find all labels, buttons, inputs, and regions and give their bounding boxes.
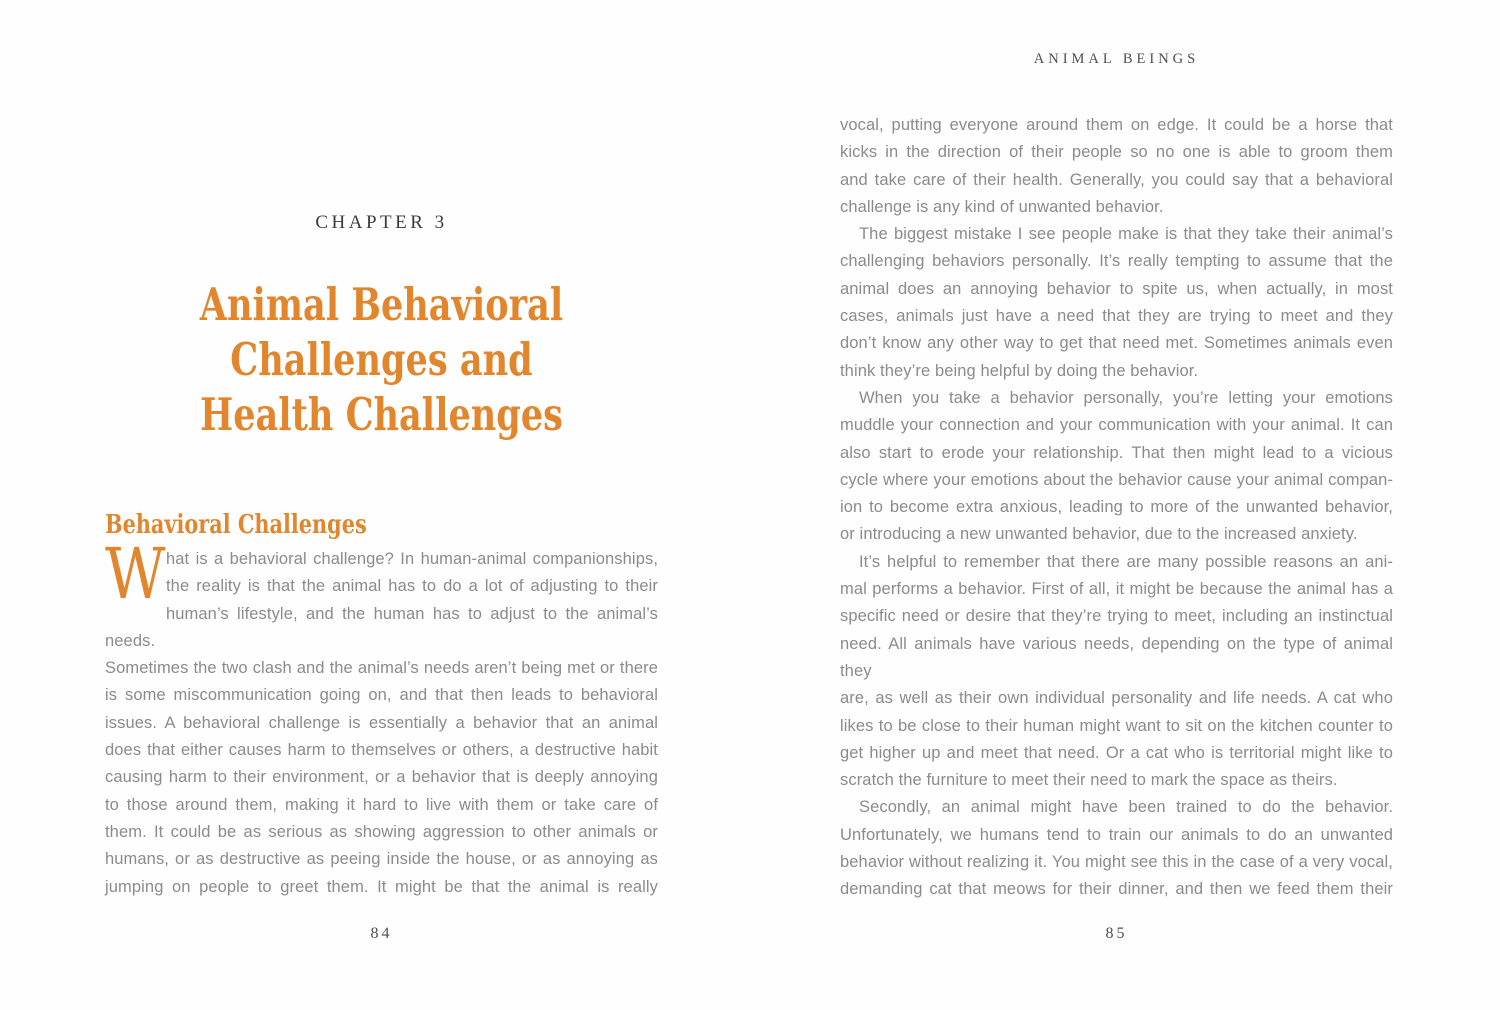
text-line: jumping on people to greet them. It might be that the animal is really [105, 877, 658, 896]
text-line: behavior without realizing it. You might see this in the case of a very vocal, [840, 853, 1393, 872]
text-line: Unfortunately, we humans tend to train our animals to do an unwanted [840, 825, 1393, 844]
text-line: likes to be close to their human might want to sit on the kitchen counter to [840, 716, 1393, 735]
text-line: are, as well as their own individual personality and life needs. A cat who [840, 689, 1393, 708]
right-body-text [840, 112, 1393, 904]
text-line: or introducing a new unwanted behavior, due to the increased anxiety. [840, 525, 1358, 544]
paragraph [840, 112, 1393, 221]
text-line: human’s lifestyle, and the human has to adjust to the animal’s needs. [105, 604, 658, 650]
left-body-text [105, 533, 658, 901]
text-line: think they’re being helpful by doing the behavior. [840, 361, 1199, 380]
right-page-number: 85 [1105, 925, 1128, 942]
drop-cap: W [105, 533, 166, 615]
chapter-title-line: Challenges and [230, 333, 533, 386]
section-heading: Behavioral Challenges [105, 510, 367, 540]
text-line: kicks in the direction of their people so no one is able to groom them [840, 143, 1393, 162]
text-line: demanding cat that meows for their dinner, and then we feed them their [840, 880, 1393, 899]
text-line: cases, animals just have a need that they are trying to meet and they [840, 307, 1393, 326]
text-line: humans, or as destructive as peeing inside the house, or as annoying as [105, 850, 658, 869]
text-line: does that either causes harm to themselves or others, a destructive habit [105, 741, 658, 760]
text-line: cycle where your emotions about the behavior cause your animal compan- [840, 470, 1393, 489]
text-line: specific need or desire that they’re trying to meet, including an instinctual [840, 607, 1393, 626]
text-line: muddle your connection and your communication with your animal. It can [840, 416, 1393, 435]
chapter-label: CHAPTER 3 [315, 212, 448, 233]
paragraph [840, 221, 1393, 385]
paragraph [840, 549, 1393, 795]
text-line: and take care of their health. Generally, you could say that a behavioral [840, 170, 1393, 189]
text-line: mal performs a behavior. First of all, it might be because the animal has a [840, 580, 1393, 599]
left-page-number: 84 [370, 925, 393, 942]
chapter-title-line: Animal Behavioral [199, 278, 564, 331]
text-line: ion to become extra anxious, leading to more of the unwanted behavior, [840, 498, 1393, 517]
text-line: to those around them, making it hard to live with them or take care of [105, 795, 658, 814]
text-line: don’t know any other way to get that need met. Sometimes animals even [840, 334, 1393, 353]
text-line: hat is a behavioral challenge? In human-animal companionships, [166, 550, 658, 568]
text-line: need. All animals have various needs, depending on the type of animal they [840, 634, 1393, 680]
chapter-title-line: Health Challenges [200, 388, 563, 441]
running-header: ANIMAL BEINGS [1033, 51, 1200, 67]
text-line: is some miscommunication going on, and that then leads to behavioral [105, 686, 658, 705]
right-page [750, 0, 1500, 1010]
chapter-title [105, 277, 658, 442]
text-line: It’s helpful to remember that there are many possible reasons an ani- [859, 552, 1393, 571]
text-line: The biggest mistake I see people make is that they take their animal’s [859, 225, 1393, 244]
text-line: the reality is that the animal has to do a lot of adjusting to their [166, 577, 658, 596]
text-line: also start to erode your relationship. That then might lead to a vicious [840, 443, 1393, 462]
text-line: challenging behaviors personally. It’s really tempting to assume that the [840, 252, 1393, 271]
text-line: issues. A behavioral challenge is essentially a behavior that an animal [105, 713, 658, 732]
text-line: challenge is any kind of unwanted behavior. [840, 197, 1164, 216]
text-line: scratch the furniture to meet their need to mark the space as theirs. [840, 771, 1338, 790]
paragraph [840, 385, 1393, 549]
text-line: Secondly, an animal might have been trained to do the behavior. [859, 798, 1393, 817]
text-line: When you take a behavior personally, you’re letting your emotions [859, 388, 1393, 407]
text-line: causing harm to their environment, or a behavior that is deeply annoying [105, 768, 658, 787]
text-line: them. It could be as serious as showing aggression to other animals or [105, 822, 658, 841]
text-line: animal does an annoying behavior to spite us, when actually, in most [840, 279, 1393, 298]
text-line: Sometimes the two clash and the animal’s needs aren’t being met or there [105, 659, 658, 678]
text-line: get higher up and meet that need. Or a cat who is territorial might like to [840, 743, 1393, 762]
paragraph [840, 794, 1393, 903]
text-line: vocal, putting everyone around them on edge. It could be a horse that [840, 116, 1393, 134]
